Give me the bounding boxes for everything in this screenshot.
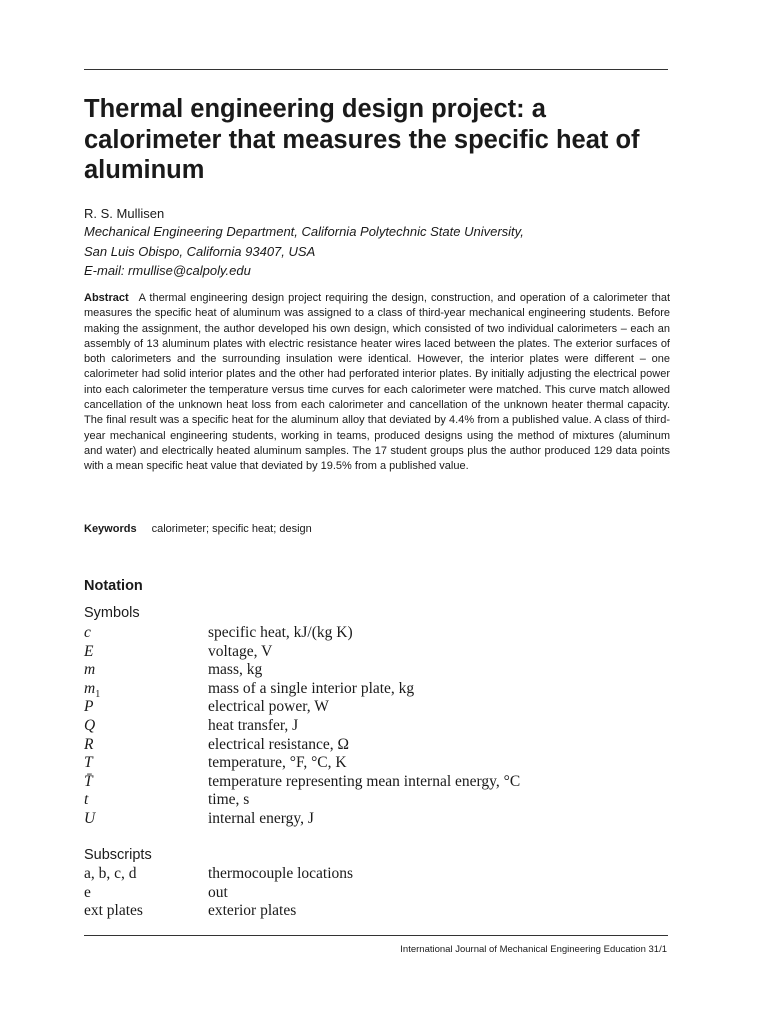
symbol: T [84,754,93,772]
bottom-rule [84,935,668,936]
subscript-description: out [208,883,228,901]
subscript-row [84,902,644,921]
subscript-description: thermocouple locations [208,865,354,882]
symbol: E [84,642,94,660]
symbol-description: internal energy, J [208,809,314,827]
symbol-description: voltage, V [208,642,273,660]
subscript-symbol: ext plates [84,902,143,920]
symbol-row [84,736,644,755]
symbol-description: temperature, °F, °C, K [208,754,347,772]
symbols-table [84,624,644,829]
symbols-heading: Symbols [84,605,140,621]
symbol-row [84,717,644,736]
author-affiliation [84,222,524,281]
subscript-description: exterior plates [208,902,297,920]
symbol: U [84,809,96,827]
symbol-row [84,624,644,643]
subscript-symbol: e [84,883,91,901]
symbol-subscript: 1 [95,688,101,700]
top-rule [84,69,668,70]
symbol-row [84,643,644,662]
abstract [84,291,670,475]
symbol-description: heat transfer, J [208,716,299,734]
symbol-description: electrical resistance, Ω [208,735,350,753]
symbol: c [84,624,91,641]
symbol-row [84,773,644,792]
subscript-row [84,884,644,903]
symbol-description: mass of a single interior plate, kg [208,679,415,697]
notation-heading: Notation [84,578,143,594]
symbol-row [84,661,644,680]
symbol-row [84,680,644,699]
symbol: Q [84,716,96,734]
keywords [84,523,312,535]
abstract-text: A thermal engineering design project requiring the design, construction, and operation of a calorimeter that measures the specific heat of aluminum was assigned to a class of third-year mechanical engineering students. Before making the assignment, the author developed his own design, which consisted of two individual calorimeters – each an assembly of 13 aluminum plates with electric resistance heater wires laced between the plates. The exterior surfaces of both calorimeters and the surrounding insulation were identical. However, the interior plates were different – one calorimeter had solid interior plates and the other had perforated interior plates. By initially adjusting the electrical power into each calorimeter the temperature versus time curves for each calorimeter were matched. This curve match allowed cancellation of the unknown heat loss from each calorimeter and cancellation of the unknown heater thermal capacity. The final result was a specific heat for the aluminum alloy that deviated by 4.4% from a published value. A class of third-year mechanical engineering students, working in teams, produced designs using the method of mixtures (aluminum and water) and electrically heated aluminum samples. The 17 student groups plus the author produced 129 data points with a mean specific heat value that deviated by 19.5% from a published value. [84,292,670,473]
symbol-description: specific heat, kJ/(kg K) [208,624,353,641]
symbol-description: time, s [208,791,250,809]
symbol-row [84,810,644,829]
symbol: T̄ [84,772,93,790]
symbol-row [84,754,644,773]
symbol-description: electrical power, W [208,698,329,716]
keywords-label: Keywords [84,523,137,535]
affiliation-address: San Luis Obispo, California 93407, USA [84,243,316,259]
symbol: m [84,661,96,679]
symbol-row [84,698,644,717]
affiliation-department: Mechanical Engineering Department, California Polytechnic State University, [84,224,524,239]
journal-footer: International Journal of Mechanical Engineering Education 31/1 [400,944,667,955]
article-title: Thermal engineering design project: a calorimeter that measures the specific heat of aluminum [84,95,640,184]
author-name: R. S. Mullisen [84,206,165,221]
symbol-description: temperature representing mean internal energy, °C [208,772,521,790]
symbol-row [84,791,644,810]
subscript-symbol: a, b, c, d [84,865,137,882]
subscript-row [84,865,644,884]
subscripts-table [84,865,644,921]
symbol-description: mass, kg [208,661,263,679]
abstract-label: Abstract [84,292,129,304]
symbol: t [84,791,89,809]
affiliation-email: E-mail: rmullise@calpoly.edu [84,263,251,278]
subscripts-heading: Subscripts [84,847,152,863]
keywords-text: calorimeter; specific heat; design [151,523,312,535]
symbol: R [84,735,94,753]
symbol-base: m [84,679,96,697]
symbol: P [84,698,94,716]
